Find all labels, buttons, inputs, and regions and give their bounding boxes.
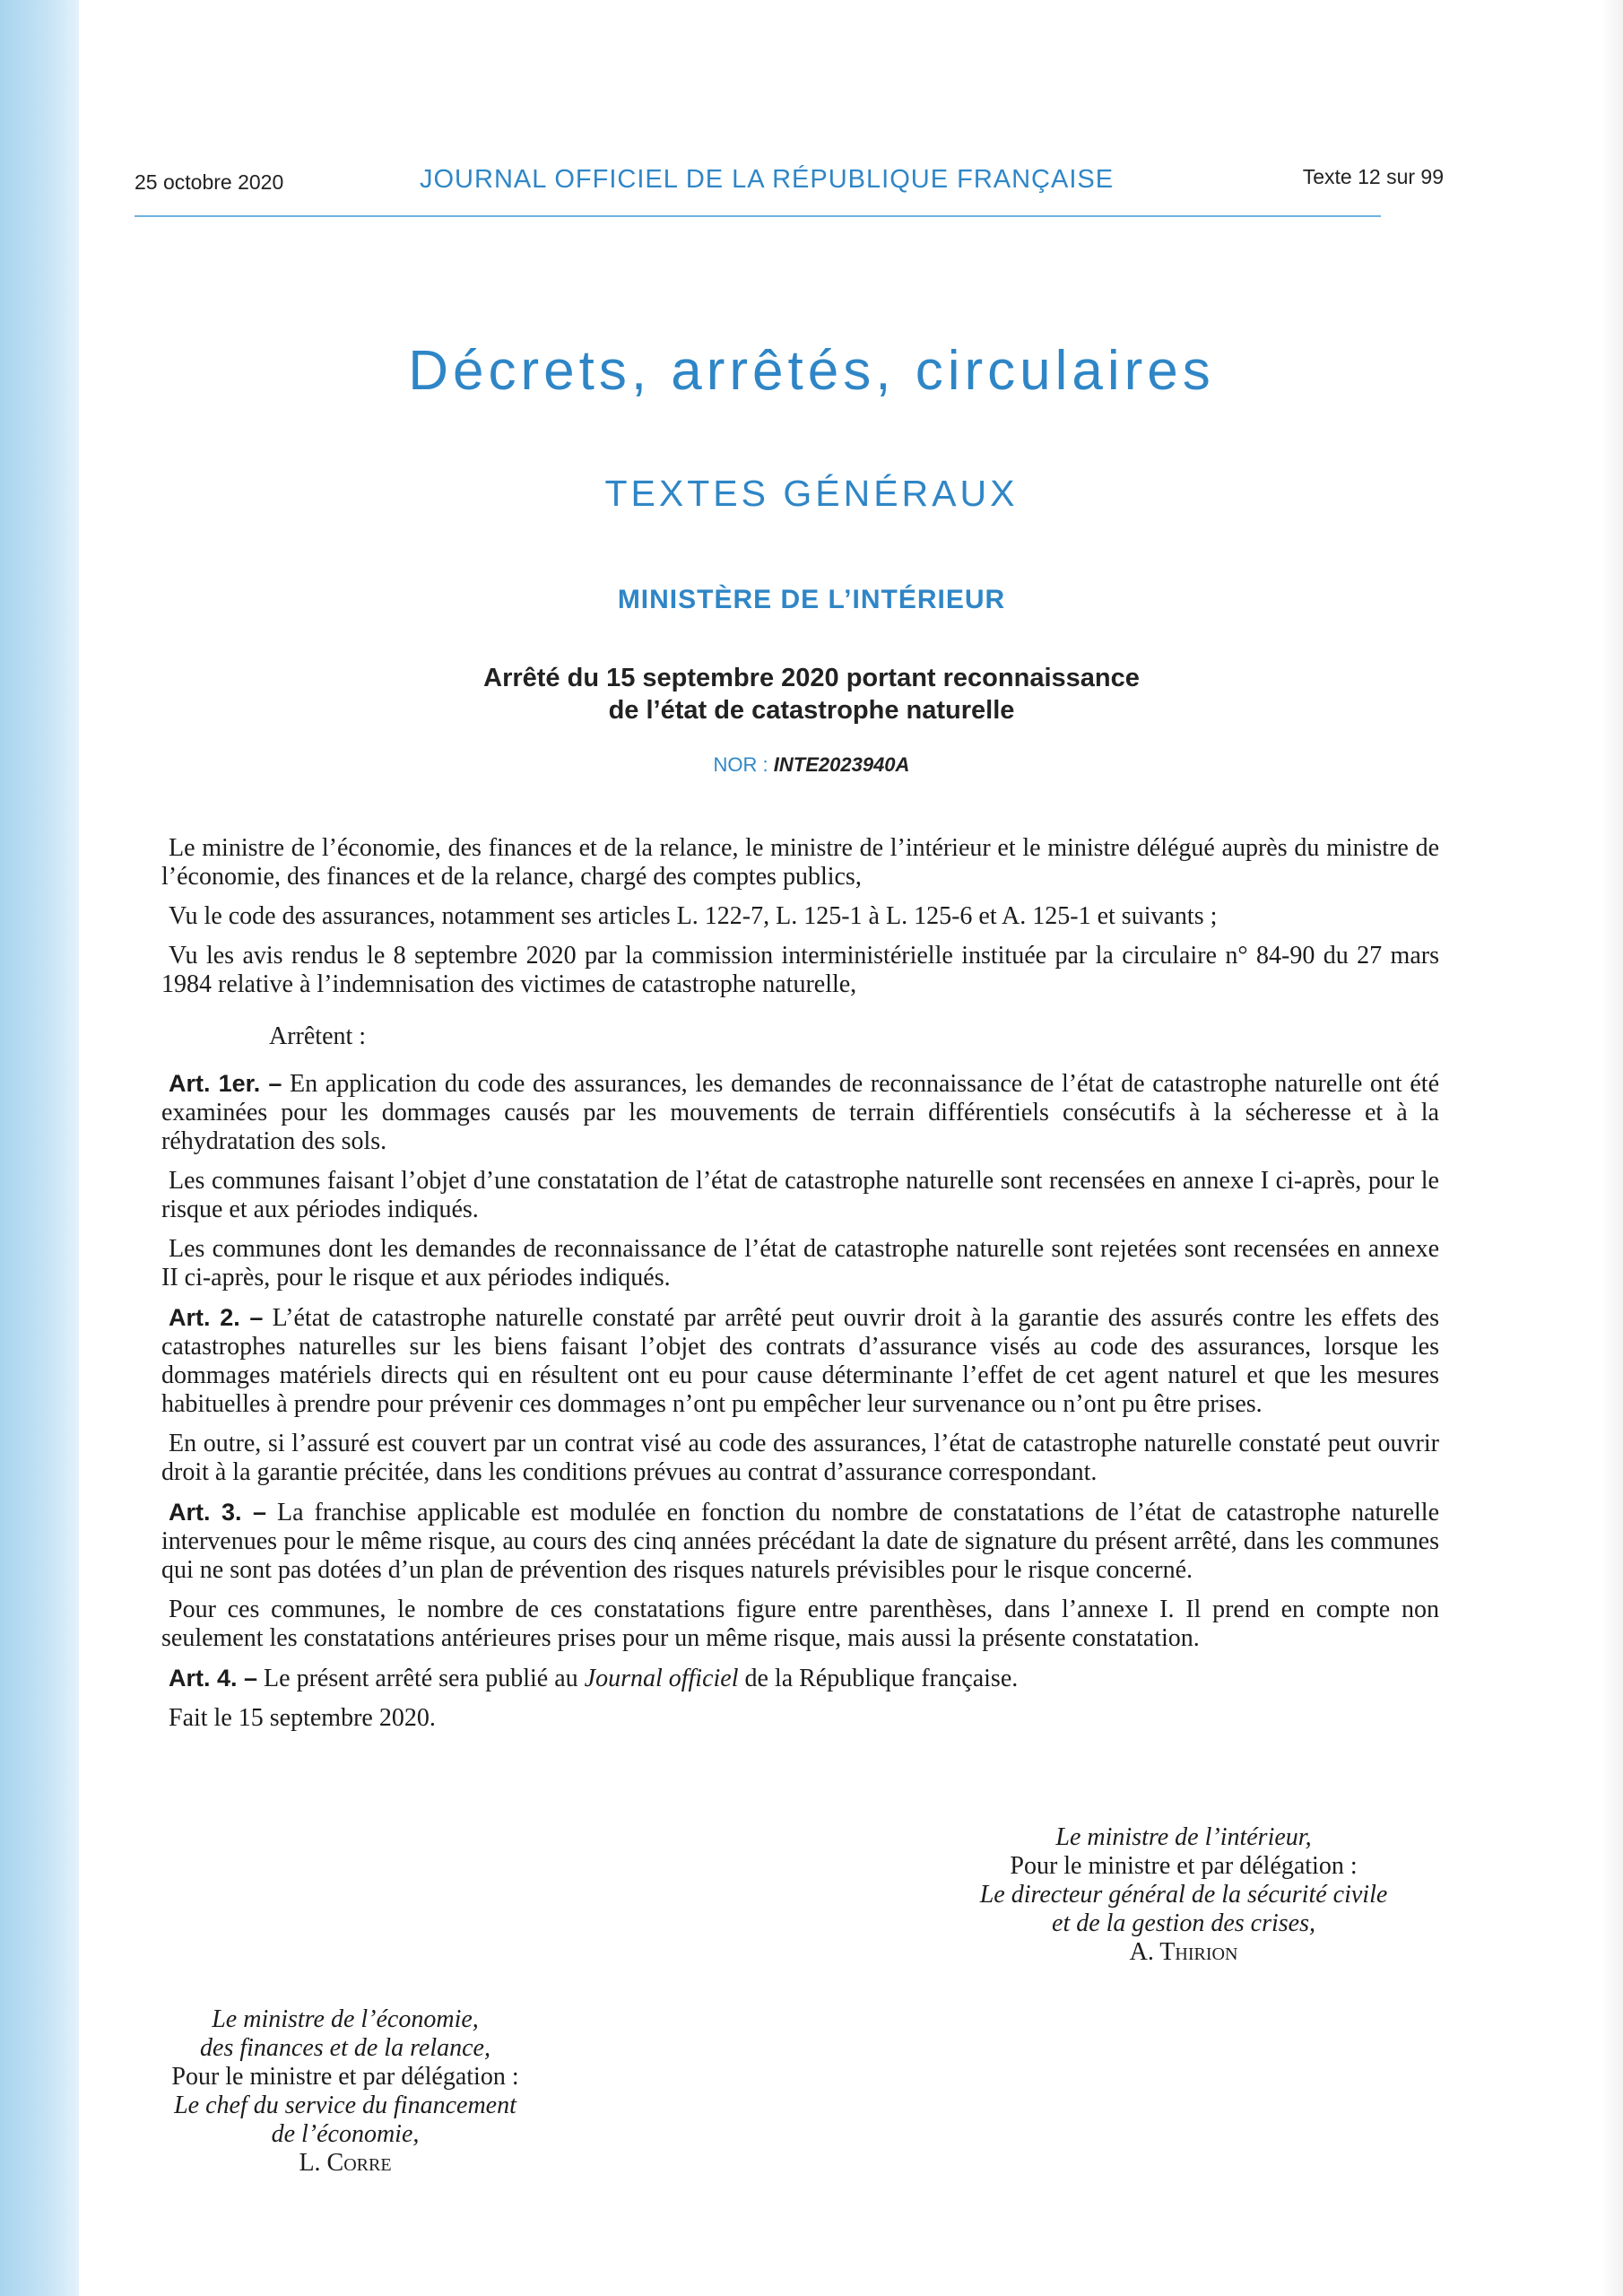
- arrete-title-line2: de l’état de catastrophe naturelle: [608, 696, 1015, 725]
- article-1-paragraph-1: [161, 1069, 1439, 1156]
- sig-interieur-line4: et de la gestion des crises,: [1052, 1909, 1315, 1937]
- article-4-journal-name: Journal officiel: [584, 1665, 739, 1692]
- sig-economie-line5: de l’économie,: [271, 2120, 420, 2148]
- article-2-text-1: L’état de catastrophe naturelle constaté par arrêté peut ouvrir droit à la garantie des assurés contre les effets des catastrophes naturelles sur les biens faisant l’objet des contrats d’assurance visés au code des assurances, lorsque les dommages matériels directs qui en résultent ont eu pour cause déterminante l’effet de cet agent naturel et que les mesures habituelles à prendre pour prévenir ces dommages n’ont pu empêcher leur survenance ou n’ont pu être prises.: [161, 1304, 1439, 1418]
- sig-interieur-line1: Le ministre de l’intérieur,: [1055, 1823, 1312, 1851]
- signature-block-economie: [126, 2005, 565, 2178]
- article-1-text-1: En application du code des assurances, les demandes de reconnaissance de l’état de catastrophe naturelle ont été examinées pour les dommages causés par les mouvements de terrain différentiels consécutifs à la sécheresse et à la réhydratation des sols.: [161, 1070, 1439, 1155]
- arrete-title-line1: Arrêté du 15 septembre 2020 portant reconnaissance: [483, 664, 1140, 692]
- article-2-paragraph-1: [161, 1303, 1439, 1419]
- nor-reference: [0, 753, 1623, 777]
- section-title: Décrets, arrêtés, circulaires: [408, 340, 1215, 402]
- sig-interieur-line2: Pour le ministre et par délégation :: [1010, 1852, 1358, 1880]
- intro-paragraph: Le ministre de l’économie, des finances et de la relance, le ministre de l’intérieur et le ministre délégué auprès du ministre de l’économie, des finances et de la relance, chargé des comptes publics,: [161, 834, 1439, 891]
- arrete-title: [0, 662, 1623, 726]
- article-4-label: Art. 4. –: [169, 1665, 258, 1692]
- sig-interieur-line3: Le directeur général de la sécurité civile: [979, 1881, 1388, 1909]
- fait-le-line: Fait le 15 septembre 2020.: [169, 1704, 436, 1732]
- article-2-label: Art. 2. –: [169, 1304, 264, 1331]
- article-3-paragraph-2: Pour ces communes, le nombre de ces constatations figure entre parenthèses, dans l’annexe I. Il prend en compte non seulement les constatations antérieures prises pour un même risque, mais aussi la présente constatation.: [161, 1596, 1439, 1652]
- ministry-heading: MINISTÈRE DE L’INTÉRIEUR: [617, 585, 1006, 614]
- nor-label: NOR :: [713, 753, 774, 776]
- sig-economie-line1: Le ministre de l’économie,: [212, 2005, 479, 2033]
- article-4-paragraph: [161, 1664, 1439, 1693]
- signature-block-interieur: [924, 1823, 1444, 1967]
- article-1-paragraph-3: Les communes dont les demandes de reconnaissance de l’état de catastrophe naturelle sont rejetées sont recensées en annexe II ci-après, pour le risque et aux périodes indiqués.: [161, 1235, 1439, 1292]
- article-3-text-1: La franchise applicable est modulée en fonction du nombre de constatations de l’état de catastrophe naturelle intervenues pour le même risque, au cours des cinq années précédant la date de signature du présent arrêté, dans les communes qui ne sont pas dotées d’un plan de prévention des risques naturels prévisibles pour le risque concerné.: [161, 1499, 1440, 1584]
- subsection-title: TEXTES GÉNÉRAUX: [604, 473, 1019, 514]
- header-rule: [135, 215, 1381, 217]
- article-3-label: Art. 3. –: [169, 1499, 266, 1526]
- nor-value: INTE2023940A: [773, 753, 910, 776]
- header-date: 25 octobre 2020: [135, 170, 284, 194]
- article-2-paragraph-2: En outre, si l’assuré est couvert par un contrat visé au code des assurances, l’état de catastrophe naturelle constaté peut ouvrir droit à la garantie précitée, dans les conditions prévues au contrat d’assurance correspondant.: [161, 1430, 1439, 1486]
- sig-interieur-name: A. Thirion: [1129, 1938, 1238, 1966]
- sig-economie-line3: Pour le ministre et par délégation :: [171, 2063, 519, 2091]
- article-4-text-after: de la République française.: [738, 1665, 1019, 1692]
- vu-paragraph-2: Vu les avis rendus le 8 septembre 2020 par la commission interministérielle instituée par la circulaire n° 84-90 du 27 mars 1984 relative à l’indemnisation des victimes de catastrophe naturelle,: [161, 942, 1439, 998]
- page-header: [135, 161, 1444, 201]
- arretent-line: Arrêtent :: [269, 1022, 367, 1050]
- article-1-label: Art. 1er. –: [169, 1070, 282, 1097]
- article-4-text-before: Le présent arrêté sera publié au: [264, 1665, 585, 1692]
- header-journal-title: JOURNAL OFFICIEL DE LA RÉPUBLIQUE FRANÇAISE: [420, 165, 1115, 194]
- article-1-paragraph-2: Les communes faisant l’objet d’une constatation de l’état de catastrophe naturelle sont recensées en annexe I ci-après, pour le risque et aux périodes indiqués.: [161, 1167, 1439, 1223]
- sig-economie-name: L. Corre: [299, 2149, 392, 2177]
- sig-economie-line4: Le chef du service du financement: [174, 2092, 516, 2119]
- document-body: [161, 834, 1439, 1744]
- article-3-paragraph-1: [161, 1498, 1439, 1585]
- sig-economie-line2: des finances et de la relance,: [200, 2034, 490, 2062]
- header-text-number: Texte 12 sur 99: [1302, 165, 1444, 188]
- vu-paragraph-1: Vu le code des assurances, notamment ses articles L. 122-7, L. 125-1 à L. 125-6 et A. 125-1 et suivants ;: [169, 902, 1218, 930]
